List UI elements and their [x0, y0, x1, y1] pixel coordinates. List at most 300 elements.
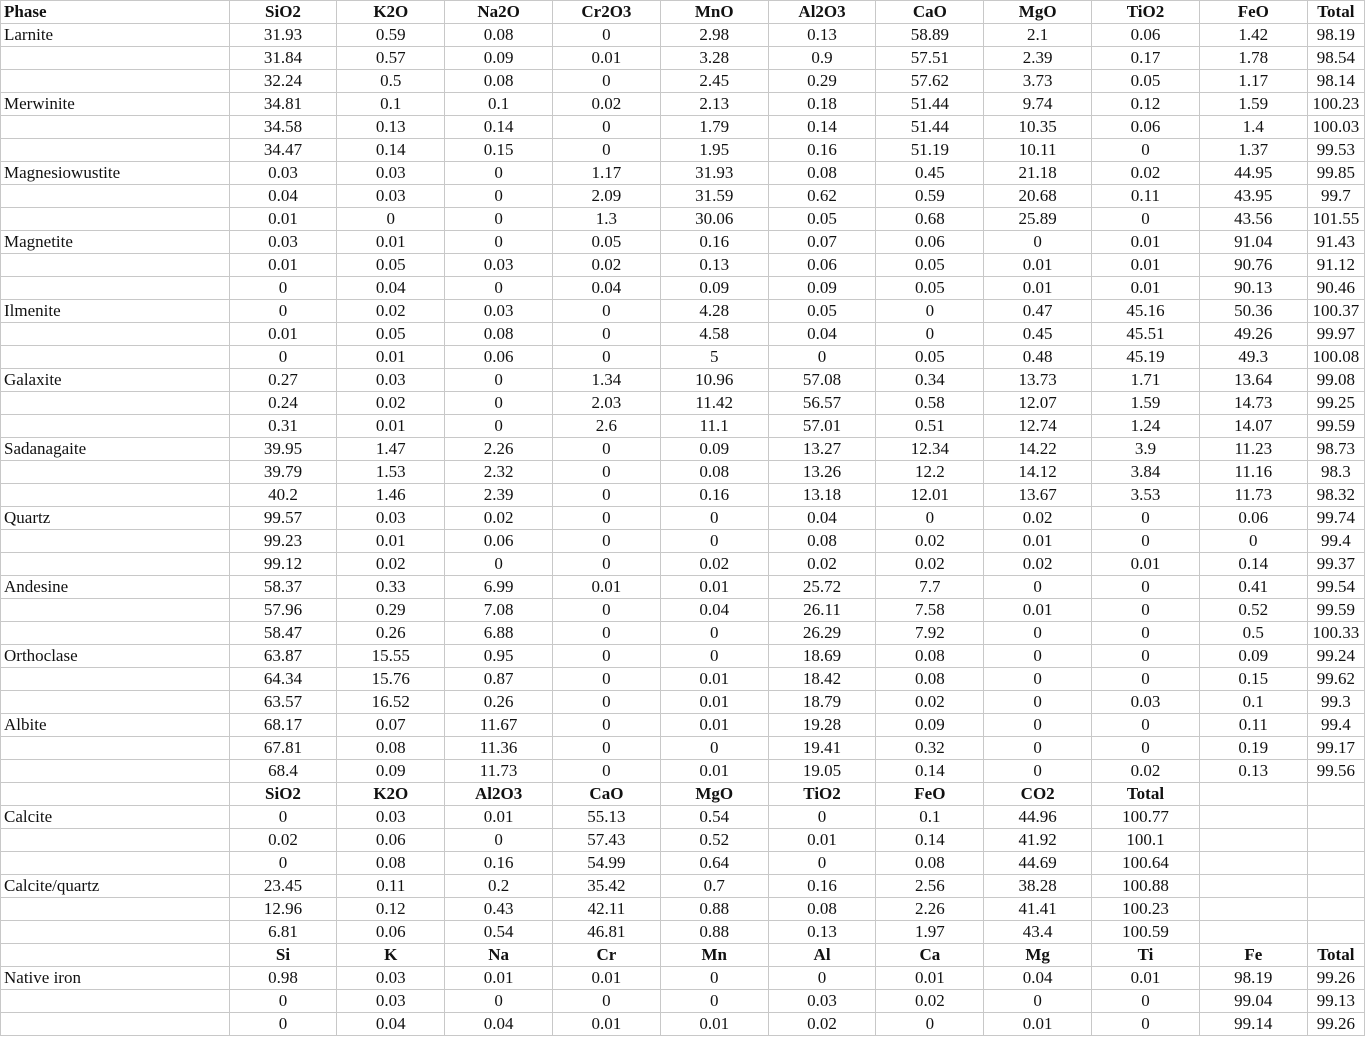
value-cell: 0.02	[984, 507, 1092, 530]
value-cell: 58.47	[229, 622, 337, 645]
value-cell: 0.14	[876, 829, 984, 852]
value-cell: 1.95	[660, 139, 768, 162]
value-cell: 13.26	[768, 461, 876, 484]
value-cell: 0	[553, 553, 661, 576]
value-cell: 1.59	[1092, 392, 1200, 415]
phase-cell: Calcite/quartz	[1, 875, 230, 898]
value-cell: 0.16	[445, 852, 553, 875]
phase-cell	[1, 898, 230, 921]
phase-cell	[1, 990, 230, 1013]
value-cell: 0.08	[768, 530, 876, 553]
value-cell: 0	[229, 1013, 337, 1036]
value-cell: 0	[768, 967, 876, 990]
value-cell	[1307, 829, 1364, 852]
phase-cell	[1, 208, 230, 231]
value-cell: 0.05	[768, 208, 876, 231]
value-cell: 0.02	[876, 691, 984, 714]
table-header-row	[1, 783, 1365, 806]
value-cell: 25.72	[768, 576, 876, 599]
value-cell: 0.41	[1199, 576, 1307, 599]
value-cell: 0.02	[1092, 760, 1200, 783]
value-cell: 100.03	[1307, 116, 1364, 139]
value-cell: 0.16	[660, 484, 768, 507]
value-cell: 0.29	[768, 70, 876, 93]
value-cell: 2.6	[553, 415, 661, 438]
value-cell: 0.88	[660, 898, 768, 921]
value-cell: 0.54	[660, 806, 768, 829]
value-cell: 0.58	[876, 392, 984, 415]
value-cell: 0	[984, 668, 1092, 691]
table-row	[1, 47, 1365, 70]
value-cell: 0.04	[660, 599, 768, 622]
phase-cell	[1, 737, 230, 760]
value-cell: 0.02	[768, 553, 876, 576]
value-cell: 0.03	[445, 300, 553, 323]
header-cell: MnO	[660, 1, 768, 24]
value-cell: 0	[553, 438, 661, 461]
value-cell: 7.08	[445, 599, 553, 622]
table-row	[1, 254, 1365, 277]
table-row	[1, 415, 1365, 438]
value-cell: 0.05	[876, 254, 984, 277]
value-cell: 0.02	[445, 507, 553, 530]
value-cell: 0	[984, 231, 1092, 254]
value-cell: 7.58	[876, 599, 984, 622]
value-cell: 0	[984, 576, 1092, 599]
value-cell: 0	[984, 990, 1092, 1013]
table-row	[1, 760, 1365, 783]
table-row	[1, 829, 1365, 852]
table-row	[1, 277, 1365, 300]
value-cell: 58.37	[229, 576, 337, 599]
value-cell: 100.23	[1092, 898, 1200, 921]
value-cell: 1.3	[553, 208, 661, 231]
value-cell: 0	[229, 806, 337, 829]
value-cell: 0.02	[337, 392, 445, 415]
value-cell: 0.26	[445, 691, 553, 714]
value-cell: 0	[660, 530, 768, 553]
value-cell: 1.46	[337, 484, 445, 507]
value-cell: 11.36	[445, 737, 553, 760]
value-cell	[1199, 898, 1307, 921]
value-cell: 38.28	[984, 875, 1092, 898]
value-cell: 99.7	[1307, 185, 1364, 208]
value-cell: 2.03	[553, 392, 661, 415]
value-cell: 0.09	[768, 277, 876, 300]
value-cell: 1.53	[337, 461, 445, 484]
phase-cell: Calcite	[1, 806, 230, 829]
value-cell: 34.81	[229, 93, 337, 116]
value-cell: 26.29	[768, 622, 876, 645]
value-cell: 45.16	[1092, 300, 1200, 323]
value-cell: 0	[1092, 622, 1200, 645]
value-cell: 0.08	[660, 461, 768, 484]
value-cell: 2.32	[445, 461, 553, 484]
value-cell: 35.42	[553, 875, 661, 898]
value-cell: 99.26	[1307, 1013, 1364, 1036]
phase-cell: Larnite	[1, 24, 230, 47]
value-cell: 12.34	[876, 438, 984, 461]
value-cell: 50.36	[1199, 300, 1307, 323]
value-cell: 0	[445, 553, 553, 576]
value-cell: 0.14	[445, 116, 553, 139]
value-cell: 0	[876, 323, 984, 346]
value-cell: 14.22	[984, 438, 1092, 461]
value-cell: 0	[229, 300, 337, 323]
value-cell: 0	[553, 484, 661, 507]
value-cell: 11.73	[445, 760, 553, 783]
value-cell: 91.04	[1199, 231, 1307, 254]
value-cell: 49.26	[1199, 323, 1307, 346]
value-cell: 9.74	[984, 93, 1092, 116]
value-cell: 13.73	[984, 369, 1092, 392]
header-cell: Mn	[660, 944, 768, 967]
phase-cell	[1, 921, 230, 944]
value-cell: 0	[660, 622, 768, 645]
value-cell: 0.03	[1092, 691, 1200, 714]
value-cell: 0.07	[768, 231, 876, 254]
value-cell: 0.01	[660, 1013, 768, 1036]
value-cell: 11.73	[1199, 484, 1307, 507]
value-cell: 0	[984, 645, 1092, 668]
value-cell: 0	[553, 139, 661, 162]
value-cell: 0.59	[337, 24, 445, 47]
value-cell: 0.06	[876, 231, 984, 254]
value-cell: 0.09	[660, 438, 768, 461]
value-cell: 39.79	[229, 461, 337, 484]
value-cell: 0.2	[445, 875, 553, 898]
value-cell: 0.01	[660, 668, 768, 691]
value-cell: 19.28	[768, 714, 876, 737]
value-cell: 46.81	[553, 921, 661, 944]
value-cell: 0.01	[337, 530, 445, 553]
value-cell: 1.4	[1199, 116, 1307, 139]
value-cell: 99.14	[1199, 1013, 1307, 1036]
phase-cell	[1, 323, 230, 346]
value-cell	[1199, 852, 1307, 875]
value-cell: 0.03	[768, 990, 876, 1013]
value-cell	[1307, 875, 1364, 898]
value-cell: 0	[1092, 1013, 1200, 1036]
value-cell: 0.14	[876, 760, 984, 783]
value-cell: 0.08	[445, 24, 553, 47]
table-row	[1, 139, 1365, 162]
table-row	[1, 668, 1365, 691]
value-cell: 2.26	[445, 438, 553, 461]
value-cell: 98.19	[1199, 967, 1307, 990]
value-cell: 51.19	[876, 139, 984, 162]
phase-cell	[1, 599, 230, 622]
value-cell: 2.1	[984, 24, 1092, 47]
value-cell: 0.06	[445, 346, 553, 369]
header-cell: FeO	[1199, 1, 1307, 24]
value-cell: 0	[445, 277, 553, 300]
value-cell: 100.64	[1092, 852, 1200, 875]
value-cell: 0.08	[445, 323, 553, 346]
value-cell: 11.23	[1199, 438, 1307, 461]
value-cell: 3.84	[1092, 461, 1200, 484]
value-cell: 0.01	[1092, 254, 1200, 277]
value-cell: 0.13	[768, 24, 876, 47]
table-row	[1, 93, 1365, 116]
value-cell: 0.5	[1199, 622, 1307, 645]
value-cell: 5	[660, 346, 768, 369]
value-cell: 0	[660, 645, 768, 668]
phase-cell: Magnetite	[1, 231, 230, 254]
phase-cell	[1, 116, 230, 139]
value-cell: 0.03	[337, 185, 445, 208]
value-cell: 31.93	[229, 24, 337, 47]
value-cell: 41.41	[984, 898, 1092, 921]
value-cell: 0.15	[1199, 668, 1307, 691]
value-cell: 1.37	[1199, 139, 1307, 162]
value-cell: 0.04	[553, 277, 661, 300]
value-cell: 0.03	[337, 162, 445, 185]
value-cell: 0.06	[1092, 24, 1200, 47]
header-cell: Al	[768, 944, 876, 967]
table-row	[1, 300, 1365, 323]
value-cell: 57.43	[553, 829, 661, 852]
header-cell: SiO2	[229, 783, 337, 806]
value-cell: 98.19	[1307, 24, 1364, 47]
value-cell: 98.32	[1307, 484, 1364, 507]
value-cell: 0.87	[445, 668, 553, 691]
value-cell: 0.01	[229, 323, 337, 346]
value-cell: 12.07	[984, 392, 1092, 415]
value-cell: 99.17	[1307, 737, 1364, 760]
value-cell: 0.7	[660, 875, 768, 898]
value-cell: 14.73	[1199, 392, 1307, 415]
phase-cell: Quartz	[1, 507, 230, 530]
value-cell: 0.13	[1199, 760, 1307, 783]
value-cell: 2.98	[660, 24, 768, 47]
value-cell: 0.03	[337, 990, 445, 1013]
value-cell: 34.58	[229, 116, 337, 139]
value-cell: 99.24	[1307, 645, 1364, 668]
value-cell: 0.13	[660, 254, 768, 277]
value-cell: 0.04	[768, 323, 876, 346]
value-cell: 99.37	[1307, 553, 1364, 576]
value-cell: 11.1	[660, 415, 768, 438]
value-cell: 0.03	[337, 507, 445, 530]
value-cell: 25.89	[984, 208, 1092, 231]
value-cell: 0.1	[876, 806, 984, 829]
value-cell: 100.59	[1092, 921, 1200, 944]
value-cell: 6.88	[445, 622, 553, 645]
phase-cell: Ilmenite	[1, 300, 230, 323]
value-cell: 0.45	[876, 162, 984, 185]
value-cell: 0.07	[337, 714, 445, 737]
value-cell: 13.18	[768, 484, 876, 507]
value-cell: 57.96	[229, 599, 337, 622]
value-cell: 1.71	[1092, 369, 1200, 392]
value-cell: 98.14	[1307, 70, 1364, 93]
value-cell	[1307, 921, 1364, 944]
value-cell: 0	[553, 599, 661, 622]
value-cell: 0.02	[768, 1013, 876, 1036]
table-row	[1, 599, 1365, 622]
value-cell: 54.99	[553, 852, 661, 875]
value-cell: 13.64	[1199, 369, 1307, 392]
value-cell: 98.73	[1307, 438, 1364, 461]
value-cell: 0	[445, 231, 553, 254]
value-cell: 15.76	[337, 668, 445, 691]
value-cell: 15.55	[337, 645, 445, 668]
phase-cell	[1, 70, 230, 93]
value-cell: 91.43	[1307, 231, 1364, 254]
value-cell: 0.09	[1199, 645, 1307, 668]
value-cell: 0.06	[1092, 116, 1200, 139]
table-row	[1, 645, 1365, 668]
value-cell: 0.13	[337, 116, 445, 139]
value-cell: 0	[1092, 599, 1200, 622]
value-cell: 0	[229, 852, 337, 875]
phase-cell: Orthoclase	[1, 645, 230, 668]
header-cell: Si	[229, 944, 337, 967]
value-cell: 0.12	[337, 898, 445, 921]
value-cell: 0	[1092, 507, 1200, 530]
value-cell: 3.53	[1092, 484, 1200, 507]
value-cell: 0	[229, 346, 337, 369]
value-cell: 0.04	[337, 1013, 445, 1036]
value-cell: 3.73	[984, 70, 1092, 93]
value-cell: 10.11	[984, 139, 1092, 162]
value-cell: 99.74	[1307, 507, 1364, 530]
header-cell: Na2O	[445, 1, 553, 24]
value-cell: 0.03	[229, 162, 337, 185]
value-cell: 18.79	[768, 691, 876, 714]
header-cell: TiO2	[768, 783, 876, 806]
value-cell: 0.05	[553, 231, 661, 254]
value-cell: 0.13	[768, 921, 876, 944]
value-cell: 1.78	[1199, 47, 1307, 70]
value-cell: 99.26	[1307, 967, 1364, 990]
value-cell: 100.33	[1307, 622, 1364, 645]
value-cell: 10.96	[660, 369, 768, 392]
table-row	[1, 1013, 1365, 1036]
value-cell: 0.62	[768, 185, 876, 208]
value-cell: 3.28	[660, 47, 768, 70]
phase-cell	[1, 691, 230, 714]
value-cell: 0.02	[229, 829, 337, 852]
value-cell: 26.11	[768, 599, 876, 622]
value-cell: 6.99	[445, 576, 553, 599]
header-cell: CaO	[876, 1, 984, 24]
value-cell: 0.98	[229, 967, 337, 990]
header-cell: K2O	[337, 1, 445, 24]
value-cell: 101.55	[1307, 208, 1364, 231]
value-cell: 44.96	[984, 806, 1092, 829]
value-cell: 31.59	[660, 185, 768, 208]
value-cell: 23.45	[229, 875, 337, 898]
value-cell: 19.41	[768, 737, 876, 760]
phase-cell	[1, 139, 230, 162]
value-cell: 0	[553, 645, 661, 668]
table-header-row	[1, 944, 1365, 967]
table-row	[1, 484, 1365, 507]
value-cell: 0	[1092, 737, 1200, 760]
value-cell: 68.17	[229, 714, 337, 737]
phase-cell	[1, 415, 230, 438]
value-cell: 98.54	[1307, 47, 1364, 70]
value-cell: 0.14	[768, 116, 876, 139]
value-cell: 0.51	[876, 415, 984, 438]
value-cell: 0.05	[768, 300, 876, 323]
value-cell: 0.08	[337, 852, 445, 875]
table-row	[1, 875, 1365, 898]
header-cell: TiO2	[1092, 1, 1200, 24]
value-cell: 1.17	[1199, 70, 1307, 93]
value-cell: 0.17	[1092, 47, 1200, 70]
value-cell: 57.62	[876, 70, 984, 93]
table-row	[1, 438, 1365, 461]
value-cell: 44.69	[984, 852, 1092, 875]
value-cell: 99.13	[1307, 990, 1364, 1013]
value-cell: 0.59	[876, 185, 984, 208]
value-cell	[1199, 806, 1307, 829]
value-cell: 99.57	[229, 507, 337, 530]
value-cell: 0	[445, 990, 553, 1013]
value-cell: 2.39	[445, 484, 553, 507]
table-row	[1, 714, 1365, 737]
value-cell: 99.54	[1307, 576, 1364, 599]
table-row	[1, 990, 1365, 1013]
value-cell: 7.7	[876, 576, 984, 599]
table-row	[1, 162, 1365, 185]
phase-cell	[1, 277, 230, 300]
value-cell: 0.05	[337, 323, 445, 346]
value-cell: 6.81	[229, 921, 337, 944]
value-cell: 0	[553, 668, 661, 691]
value-cell: 0.04	[445, 1013, 553, 1036]
value-cell: 11.42	[660, 392, 768, 415]
table-row	[1, 323, 1365, 346]
value-cell: 99.23	[229, 530, 337, 553]
value-cell: 0.02	[876, 553, 984, 576]
value-cell: 0	[1092, 576, 1200, 599]
value-cell: 0	[1092, 139, 1200, 162]
value-cell: 43.95	[1199, 185, 1307, 208]
value-cell: 0.31	[229, 415, 337, 438]
value-cell: 3.9	[1092, 438, 1200, 461]
value-cell: 19.05	[768, 760, 876, 783]
value-cell: 0.02	[660, 553, 768, 576]
phase-cell	[1, 346, 230, 369]
table-row	[1, 553, 1365, 576]
value-cell: 0.11	[337, 875, 445, 898]
value-cell: 10.35	[984, 116, 1092, 139]
value-cell: 64.34	[229, 668, 337, 691]
value-cell: 2.45	[660, 70, 768, 93]
value-cell: 0.01	[337, 346, 445, 369]
header-cell	[1307, 783, 1364, 806]
value-cell: 57.08	[768, 369, 876, 392]
value-cell: 0.08	[876, 645, 984, 668]
value-cell: 14.12	[984, 461, 1092, 484]
value-cell: 0	[445, 829, 553, 852]
table-row	[1, 346, 1365, 369]
table-row	[1, 852, 1365, 875]
value-cell: 0.03	[445, 254, 553, 277]
value-cell: 0	[1199, 530, 1307, 553]
value-cell: 0	[1092, 530, 1200, 553]
value-cell: 0.16	[660, 231, 768, 254]
table-row	[1, 461, 1365, 484]
value-cell: 14.07	[1199, 415, 1307, 438]
header-cell: MgO	[660, 783, 768, 806]
header-cell: SiO2	[229, 1, 337, 24]
phase-cell	[1, 461, 230, 484]
